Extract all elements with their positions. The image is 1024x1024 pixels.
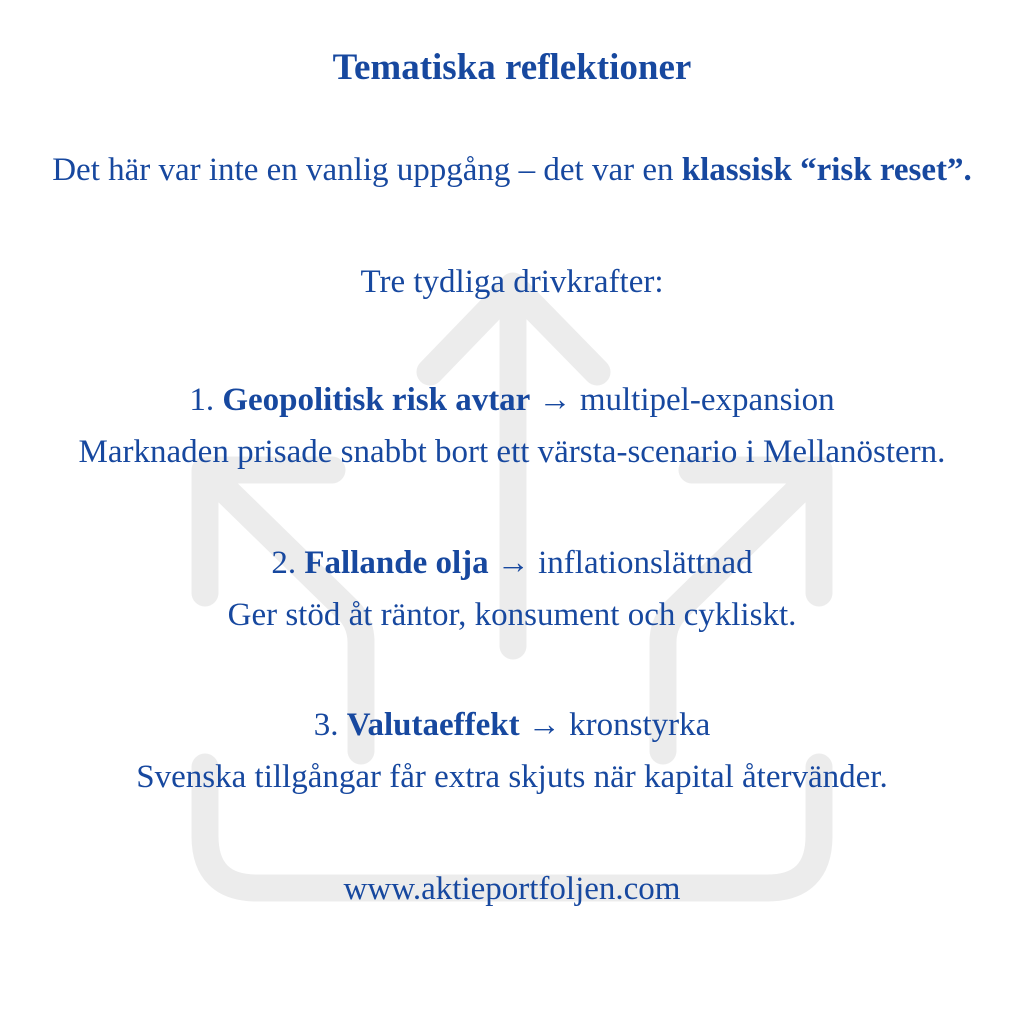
driver-item-2 [228, 537, 797, 641]
driver-1-number: 1. [189, 382, 223, 419]
driver-item-3 [136, 699, 887, 803]
intro-text-bold: klassisk “risk reset”. [681, 152, 972, 189]
intro-text-regular: Det här var inte en vanlig uppgång – det var en [52, 152, 682, 189]
driver-2-number: 2. [271, 544, 305, 581]
driver-2-headline [228, 537, 797, 589]
driver-3-effect: kronstyrka [569, 706, 711, 743]
driver-2-effect: inflationslättnad [538, 544, 753, 581]
driver-1-effect: multipel-expansion [579, 382, 835, 419]
intro-text [52, 144, 972, 196]
driver-3-arrow-icon: → [519, 706, 570, 743]
page-title: Tematiska reflektioner [332, 47, 692, 88]
driver-1-description: Marknaden prisade snabbt bort ett värsta-scenario i Mellanöstern. [78, 434, 946, 471]
driver-item-1 [79, 374, 946, 478]
driver-1-arrow-icon: → [530, 382, 580, 419]
driver-1-title: Geopolitisk risk avtar [222, 382, 531, 419]
driver-2-arrow-icon: → [488, 544, 539, 581]
driver-1-headline [79, 374, 946, 426]
driver-3-number: 3. [313, 706, 347, 743]
subheading: Tre tydliga drivkrafter: [360, 264, 664, 301]
driver-3-headline [136, 699, 887, 751]
driver-2-title: Fallande olja [304, 544, 489, 581]
driver-2-description: Ger stöd åt räntor, konsument och cykliskt. [227, 596, 797, 633]
driver-3-description: Svenska tillgångar får extra skjuts när kapital återvänder. [136, 758, 888, 795]
website-url: www.aktieportfoljen.com [343, 871, 681, 908]
driver-3-title: Valutaeffekt [346, 706, 520, 743]
